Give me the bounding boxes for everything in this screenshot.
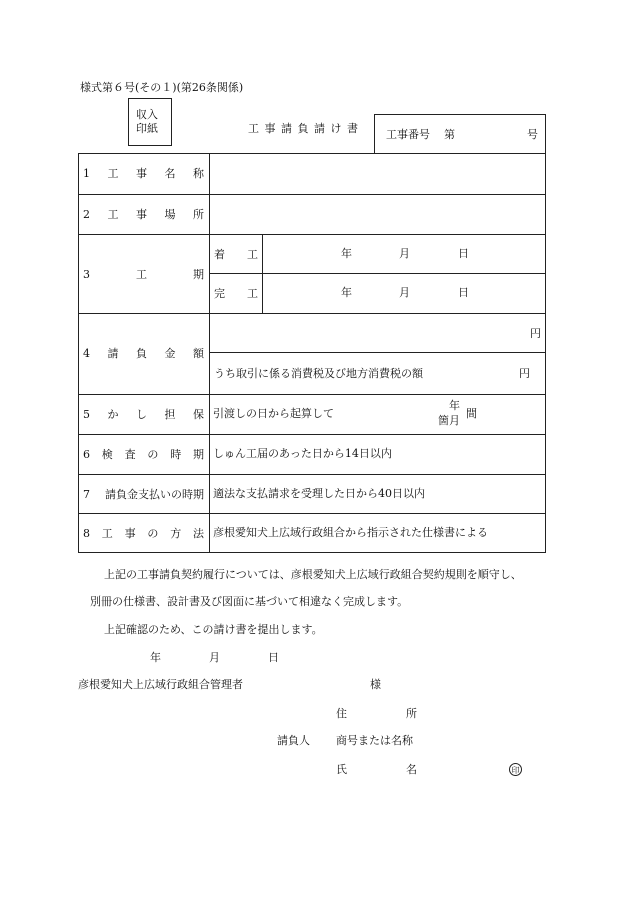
label-part: 完: [214, 287, 225, 300]
label-part: 時: [170, 448, 182, 461]
label-part: し: [136, 408, 147, 421]
start-day: 日: [458, 247, 469, 260]
project-number-suffix: 号: [527, 128, 538, 141]
start-label: [214, 247, 258, 261]
label-part: 工: [101, 527, 113, 540]
inspection-timing-text: しゅん工届のあった日から14日以内: [213, 447, 392, 460]
stamp-line-1: 収入: [136, 108, 158, 121]
label-part: 場: [164, 208, 176, 221]
label-part: 8: [83, 526, 90, 540]
row-divider: [78, 434, 546, 435]
row-divider: [78, 394, 546, 395]
completion-month: 月: [399, 286, 410, 299]
body-text-line-3: 上記確認のため、この請け書を提出します。: [104, 623, 323, 636]
form-number: 様式第６号(その１)(第26条関係): [80, 81, 244, 94]
label-part: 検: [101, 448, 113, 461]
company-name-label: 商号または名称: [336, 734, 413, 747]
label-part: 事: [124, 527, 136, 540]
label-part: 所: [193, 208, 204, 221]
body-text-line-2: 別冊の仕様書、設計書及び図面に基づいて相違なく完成します。: [90, 595, 409, 608]
row-label-payment-timing: [83, 487, 204, 501]
label-part: 5: [83, 407, 90, 421]
row-divider: [78, 313, 546, 314]
start-month: 月: [399, 247, 410, 260]
warranty-period: 間: [466, 407, 477, 420]
row-divider: [78, 234, 546, 235]
label-part: 工: [136, 268, 147, 281]
warranty-months: 箇月: [438, 414, 460, 427]
document-title: 工 事 請 負 請 け 書: [248, 122, 359, 135]
warranty-year: 年: [449, 399, 460, 412]
label-part: 名: [406, 763, 417, 776]
label-part: の: [147, 448, 159, 461]
label-part: 法: [192, 527, 204, 540]
label-part: 担: [164, 408, 176, 421]
completion-label: [214, 286, 258, 300]
row-divider: [78, 513, 546, 514]
label-part: 工: [107, 208, 119, 221]
name-label: [336, 762, 417, 776]
label-part: 6: [83, 447, 90, 461]
row-label-construction-period: [83, 267, 204, 281]
completion-day: 日: [458, 286, 469, 299]
address-label: [336, 706, 417, 720]
label-part: 負: [136, 347, 147, 360]
label-part: 査: [124, 448, 136, 461]
row-label-defect-warranty: [83, 407, 204, 421]
start-year: 年: [341, 247, 352, 260]
label-part: 期: [193, 268, 204, 281]
row-divider: [209, 352, 546, 353]
stamp-line-2: 印紙: [136, 122, 158, 135]
label-part: 方: [170, 527, 182, 540]
label-part: 工: [247, 287, 258, 300]
addressee-honorific: 様: [370, 678, 381, 691]
date-day: 日: [268, 651, 279, 664]
label-part: 住: [336, 707, 347, 720]
label-part: か: [107, 408, 119, 421]
label-part: 1: [83, 166, 90, 180]
project-number-label: 工事番号: [386, 128, 430, 141]
label-part: の: [147, 527, 159, 540]
completion-year: 年: [341, 286, 352, 299]
date-year: 年: [150, 651, 161, 664]
row-label-work-method: [83, 526, 204, 540]
row-label-work-name: [83, 166, 204, 180]
row-label-contract-amount: [83, 346, 204, 360]
contractor-role: 請負人: [277, 734, 310, 747]
label-part: 工: [107, 167, 119, 180]
label-part: 2: [83, 207, 90, 221]
label-part: 名: [164, 167, 176, 180]
row-divider: [78, 194, 546, 195]
addressee-name: 彦根愛知犬上広域行政組合管理者: [78, 678, 243, 691]
date-month: 月: [209, 651, 220, 664]
label-part: 金: [164, 347, 176, 360]
label-part: 着: [214, 248, 225, 261]
row-divider: [209, 273, 546, 274]
seal-mark: 印: [509, 763, 522, 776]
revenue-stamp-box: [128, 98, 172, 146]
amount-yen: 円: [530, 327, 541, 340]
table-column-divider: [209, 153, 210, 553]
row-label-work-location: [83, 207, 204, 221]
row-divider: [78, 474, 546, 475]
label-part: 4: [83, 346, 90, 360]
tax-amount-yen: 円: [519, 367, 530, 380]
label-part: 工: [247, 248, 258, 261]
label-part: 額: [193, 347, 204, 360]
work-method-text: 彦根愛知犬上広域行政組合から指示された仕様書による: [213, 526, 488, 539]
label-part: 称: [193, 167, 204, 180]
tax-amount-label: うち取引に係る消費税及び地方消費税の額: [214, 367, 423, 380]
label-part: 請負金支払いの時期: [105, 488, 204, 501]
label-part: 保: [193, 408, 204, 421]
body-text-line-1: 上記の工事請負契約履行については、彦根愛知犬上広域行政組合契約規則を順守し、: [104, 568, 522, 581]
label-part: 請: [107, 347, 119, 360]
label-part: 7: [83, 487, 90, 501]
label-part: 期: [192, 448, 204, 461]
payment-timing-text: 適法な支払請求を受理した日から40日以内: [213, 487, 425, 500]
project-number-prefix: 第: [444, 128, 455, 141]
warranty-text: 引渡しの日から起算して: [213, 407, 334, 420]
row-label-inspection-timing: [83, 447, 204, 461]
label-part: 3: [83, 267, 90, 281]
construction-period-divider: [262, 234, 263, 313]
label-part: 事: [136, 208, 147, 221]
label-part: 事: [136, 167, 147, 180]
label-part: 氏: [336, 763, 347, 776]
label-part: 所: [406, 707, 417, 720]
